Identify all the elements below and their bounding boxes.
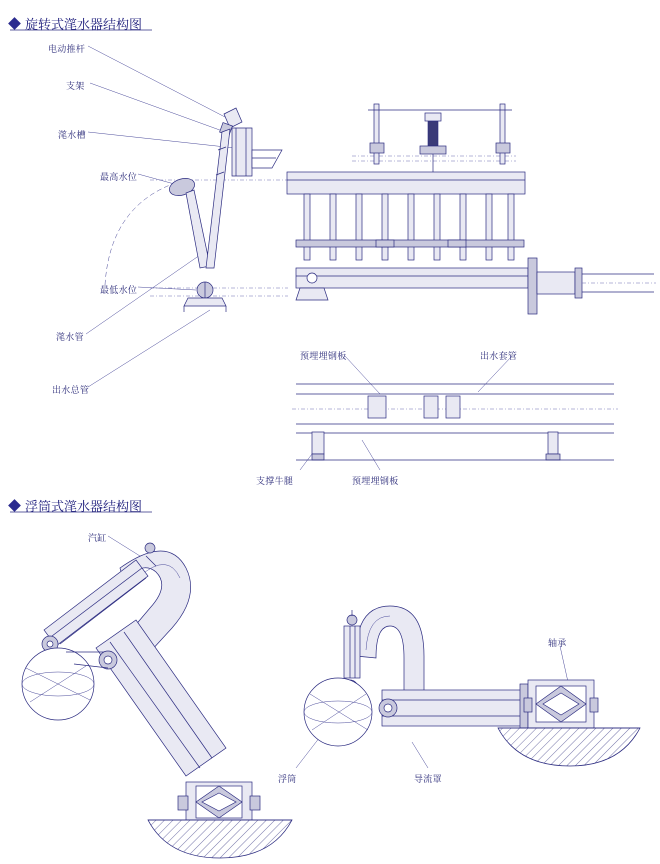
label-support-corbel: 支撑牛腿 bbox=[256, 476, 294, 486]
section-title-text: 浮筒式滗水器结构图 bbox=[25, 499, 143, 514]
float-unit-right bbox=[296, 606, 640, 768]
section-title-rotary bbox=[10, 14, 142, 33]
label-outlet-sleeve: 出水套管 bbox=[480, 351, 518, 361]
rotary-side-view bbox=[86, 46, 288, 387]
section-title-float bbox=[10, 496, 142, 515]
label-decant-pipe: 滗水管 bbox=[56, 332, 84, 342]
label-bracket: 支架 bbox=[66, 81, 85, 91]
section-title-text: 旋转式滗水器结构图 bbox=[25, 17, 143, 32]
label-bearing: 轴承 bbox=[548, 638, 567, 648]
label-decant-trough: 滗水槽 bbox=[58, 130, 86, 140]
label-lowest-water-level: 最低水位 bbox=[100, 285, 138, 295]
rotary-wall-section bbox=[292, 356, 618, 470]
label-highest-water-level: 最高水位 bbox=[100, 172, 138, 182]
label-embedded-steel-plate-top: 预埋埋钢板 bbox=[300, 351, 347, 361]
label-outlet-header-pipe: 出水总管 bbox=[52, 385, 90, 395]
float-unit-left bbox=[22, 536, 292, 858]
label-cylinder: 汽缸 bbox=[88, 533, 107, 543]
label-embedded-steel-plate-bottom: 预埋埋钢板 bbox=[352, 476, 399, 486]
rotary-front-elevation bbox=[287, 104, 656, 314]
label-motor-rod: 电动推杆 bbox=[48, 44, 86, 54]
label-flow-guide-cover: 导流罩 bbox=[414, 774, 442, 784]
diamond-bullet-icon bbox=[8, 499, 21, 512]
label-float-drum: 浮筒 bbox=[278, 774, 297, 784]
diamond-bullet-icon bbox=[8, 17, 21, 30]
